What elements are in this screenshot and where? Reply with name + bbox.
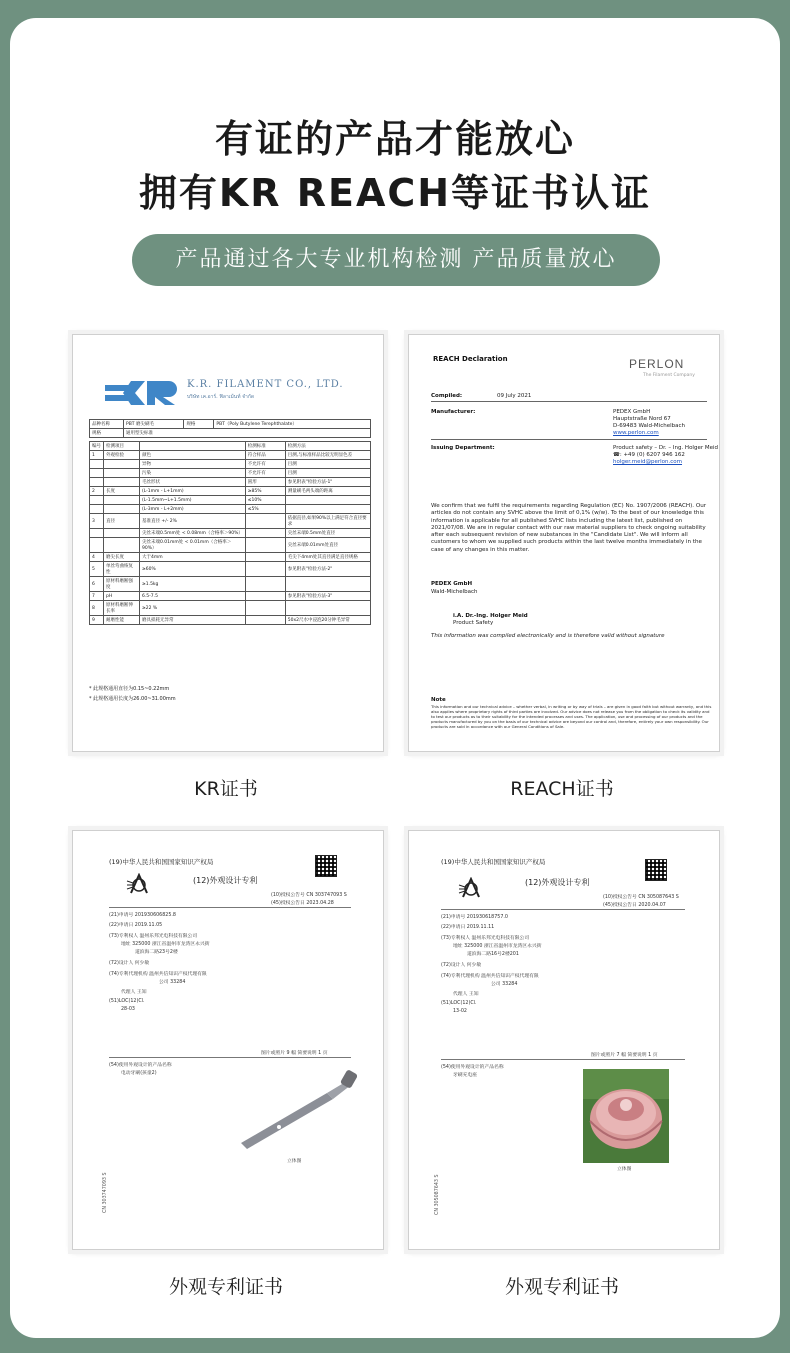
kr-table-cell: 单丝弯曲恢复性 bbox=[104, 562, 140, 577]
patent-certificate-1 bbox=[72, 830, 384, 1250]
kr-table-cell bbox=[285, 601, 370, 616]
patent1-authority: (19)中华人民共和国国家知识产权局 bbox=[109, 858, 214, 866]
divider bbox=[109, 907, 351, 908]
kr-table-row bbox=[90, 562, 371, 577]
patent1-agency: (74)专利代理机构 温州共信知识产权代理有限 bbox=[109, 972, 207, 977]
kr-table-cell: (L-1mm - L+1mm) bbox=[140, 487, 246, 496]
kr-table-cell bbox=[245, 562, 285, 577]
issuing-line-2: ☎: +49 (0) 6207 946 162 bbox=[613, 452, 685, 458]
kr-table-cell: 测量刷毛两头端的距离 bbox=[285, 487, 370, 496]
patent1-product-label: (54)使用外观设计的产品名称 bbox=[109, 1063, 172, 1068]
kr-spec-table: 品种名称 PBT 磨尖刷毛 规格 PBT（Poly Butylene Terephthalate） 规格 通用型尖标准 bbox=[89, 419, 371, 438]
kr-table-cell bbox=[245, 538, 285, 553]
kr-table-cell: 目测 bbox=[285, 469, 370, 478]
kr-table-cell bbox=[245, 601, 285, 616]
kr-table-cell: 参见附表"检验方法-3" bbox=[285, 592, 370, 601]
patent2-side-number: CN 305087643 S bbox=[435, 1174, 440, 1215]
kr-table-cell: (L-1.5mm~L+1.5mm) bbox=[140, 496, 246, 505]
kr-table-cell bbox=[104, 538, 140, 553]
patent2-type: (12)外观设计专利 bbox=[525, 878, 590, 887]
kr-table-cell: 7 bbox=[90, 592, 104, 601]
patent1-address-1: 地址 325000 浙江省温州市龙湾区永兴街 bbox=[121, 942, 210, 947]
kr-footnote-2: * 此规格通用长度为26.00~31.00mm bbox=[89, 696, 176, 702]
reach-signer-role: Product Safety bbox=[453, 620, 494, 626]
kr-table-cell bbox=[104, 478, 140, 487]
reach-signer: i.A. Dr.-Ing. Holger Meid bbox=[453, 613, 528, 619]
compiled-value: 09 July 2021 bbox=[497, 393, 532, 399]
divider bbox=[109, 1057, 351, 1058]
cnipa-logo-icon bbox=[457, 877, 485, 899]
qr-code-icon bbox=[645, 859, 667, 881]
compiled-label: Compiled: bbox=[431, 393, 463, 399]
kr-table-cell: 尖丝末端0.01mm处直径 bbox=[285, 538, 370, 553]
patent1-app-no: (21)申请号 201930606825.8 bbox=[109, 913, 176, 918]
kr-table-row bbox=[90, 478, 371, 487]
reach-city: Wald-Michelbach bbox=[431, 589, 478, 595]
patent1-side-number: CN 303747093 S bbox=[103, 1172, 108, 1213]
patent1-holder: (73)专利权人 温州乐邦光电科技有限公司 bbox=[109, 934, 198, 939]
caption-patent-1: 外观专利证书 bbox=[168, 1276, 283, 1298]
patent2-view-label: 立体图 bbox=[617, 1167, 632, 1172]
issuing-label: Issuing Department: bbox=[431, 445, 495, 451]
patent2-app-no: (21)申请号 201930618757.0 bbox=[441, 915, 508, 920]
charging-base-photo bbox=[583, 1069, 669, 1163]
kr-table-cell: 磨尖长度 bbox=[104, 553, 140, 562]
patent1-type: (12)外观设计专利 bbox=[193, 876, 258, 885]
kr-table-cell bbox=[285, 505, 370, 514]
reach-note-label: Note bbox=[431, 697, 446, 703]
kr-table-cell: 9 bbox=[90, 616, 104, 625]
kr-table-cell bbox=[90, 505, 104, 514]
perlon-tagline: The Filament Company bbox=[643, 373, 695, 378]
reach-body: We confirm that we fulfil the requirements regarding Regulation (EC) No. 1907/2006 (REACH). Our articles do not contain any SVHC above the limit of 0,1% (w/w). To the best of our knowledge this information is applicable for all published SVHC lists including the latest list, published on 2021/07/08. We are in regular contact with our raw material suppliers to check ongoing suitability after each subsequent revision of new substances in the "Candidate List". We will inform all customers to whom we supplied such products within the last twelve months immediately in the case of any changes in this matter. bbox=[431, 503, 707, 553]
patent1-pub-no: (10)授权公告号 CN 303747093 S bbox=[271, 893, 347, 898]
kr-table-cell bbox=[285, 577, 370, 592]
patent2-pub-no: (10)授权公告号 CN 305087643 S bbox=[603, 895, 679, 900]
reach-company: PEDEX GmbH bbox=[431, 581, 473, 587]
kr-table-cell: 检测项目 bbox=[104, 442, 140, 451]
patent2-agent: 代理人 王知 bbox=[453, 992, 479, 997]
kr-table-cell: 大于4mm bbox=[140, 553, 246, 562]
kr-table-cell bbox=[90, 460, 104, 469]
patent1-view-label: 立体图 bbox=[287, 1159, 302, 1164]
divider bbox=[431, 439, 707, 440]
kr-table-cell: 圆形 bbox=[245, 478, 285, 487]
kr-table-cell: ≤10% bbox=[245, 496, 285, 505]
kr-table-cell: pH bbox=[104, 592, 140, 601]
kr-table-cell: 颜色 bbox=[140, 451, 246, 460]
kr-table-cell: ≥1.5kg bbox=[140, 577, 246, 592]
divider bbox=[431, 401, 707, 402]
kr-table-row bbox=[90, 601, 371, 616]
patent1-pages: 图片或照片 9 幅 简要说明 1 页 bbox=[261, 1051, 328, 1056]
kr-table-cell: ≥60% bbox=[140, 562, 246, 577]
kr-table-cell: 尖丝末端0.01mm处 < 0.01mm（合格率＞90%） bbox=[140, 538, 246, 553]
kr-table-cell bbox=[285, 496, 370, 505]
kr-table-cell: 4 bbox=[90, 553, 104, 562]
reach-note-text: This information and our technical advice – whether verbal, in writing or by way of trials – are given in good faith but without warranty, and this also applies where proprietary rights of third parties are involved. Our advice does not release you from the obligation to check its validity and to test our products as to their suitability for the intended processes and uses. The application, use and processing of our products and the products manufactured by you on the basis of our technical advice are beyond our control and, therefore, entirely your own responsibility. Our products are sold in accordance with our General Conditions of Sale. bbox=[431, 704, 712, 730]
patent1-product: 电动牙刷(孩童2) bbox=[121, 1071, 157, 1076]
patent1-agency-2: 公司 33284 bbox=[159, 980, 186, 985]
patent2-product-label: (54)使用外观设计的产品名称 bbox=[441, 1065, 504, 1070]
patent2-pub-date: (45)授权公告日 2020.04.07 bbox=[603, 903, 666, 908]
kr-table-cell bbox=[245, 553, 285, 562]
kr-table-cell: 不允许有 bbox=[245, 469, 285, 478]
kr-table-cell: 污染 bbox=[140, 469, 246, 478]
subtitle-pill: 产品通过各大专业机构检测 产品质量放心 bbox=[132, 234, 660, 286]
patent2-authority: (19)中华人民共和国国家知识产权局 bbox=[441, 858, 546, 866]
kr-table-cell bbox=[90, 529, 104, 538]
kr-table-cell bbox=[90, 538, 104, 553]
kr-table-row bbox=[90, 514, 371, 529]
patent1-agent: 代理人 王知 bbox=[121, 990, 147, 995]
patent2-app-date: (22)申请日 2019.11.11 bbox=[441, 925, 495, 930]
kr-table-cell: 3 bbox=[90, 514, 104, 529]
kr-table-cell bbox=[245, 616, 285, 625]
kr-table-cell: 尖丝末端0.5mm处 < 0.08mm（合格率＞90%） bbox=[140, 529, 246, 538]
manufacturer-label: Manufacturer: bbox=[431, 409, 476, 415]
kr-table-cell: 5 bbox=[90, 562, 104, 577]
kr-table-cell: 异物 bbox=[140, 460, 246, 469]
electric-toothbrush-drawing bbox=[235, 1069, 357, 1153]
kr-test-table bbox=[89, 441, 371, 625]
kr-table-cell: ≥85% bbox=[245, 487, 285, 496]
caption-kr: KR证书 bbox=[194, 778, 258, 800]
kr-table-row bbox=[90, 505, 371, 514]
kr-table-cell bbox=[245, 577, 285, 592]
kr-table-cell: ≤5% bbox=[245, 505, 285, 514]
kr-table-cell: 检测标准 bbox=[245, 442, 285, 451]
kr-table-cell bbox=[104, 460, 140, 469]
headline-line-1: 有证的产品才能放心 bbox=[214, 117, 575, 161]
kr-table-row bbox=[90, 460, 371, 469]
kr-table-cell: 耐磨性能 bbox=[104, 616, 140, 625]
manufacturer-line-1: PEDEX GmbH bbox=[613, 409, 651, 415]
kr-table-cell: 参见附表"检验方法-2" bbox=[285, 562, 370, 577]
kr-table-cell: 外观检验 bbox=[104, 451, 140, 460]
kr-table-row bbox=[90, 487, 371, 496]
divider bbox=[441, 1059, 685, 1060]
kr-product: PBT 磨尖刷毛 bbox=[124, 420, 184, 429]
kr-company-name: K.R. FILAMENT CO., LTD. bbox=[187, 379, 344, 390]
patent2-product: 牙刷充电座 bbox=[453, 1073, 477, 1078]
kr-table-row bbox=[90, 577, 371, 592]
patent1-loc-2: 28-03 bbox=[121, 1007, 135, 1012]
patent2-holder: (73)专利权人 温州乐邦光电科技有限公司 bbox=[441, 936, 530, 941]
kr-table-cell bbox=[245, 514, 285, 529]
kr-table-cell: (L-3mm - L+2mm) bbox=[140, 505, 246, 514]
kr-table-cell bbox=[90, 496, 104, 505]
kr-table-cell: 原材料磨断伸长率 bbox=[104, 601, 140, 616]
kr-table-cell: 目测,与标准样品比较无明显色差 bbox=[285, 451, 370, 460]
kr-table-row bbox=[90, 442, 371, 451]
patent2-loc: (51)LOC(12)Cl. bbox=[441, 1001, 477, 1006]
kr-table-cell bbox=[140, 442, 246, 451]
kr-table-cell bbox=[90, 469, 104, 478]
manufacturer-line-2: Hauptstraße Nord 67 bbox=[613, 416, 671, 422]
patent2-address-1: 地址 325000 浙江省温州市龙湾区永兴街 bbox=[453, 944, 542, 949]
kr-table-cell bbox=[90, 478, 104, 487]
kr-table-cell: 长度 bbox=[104, 487, 140, 496]
kr-table-row bbox=[90, 592, 371, 601]
kr-table-cell: 基准直径 +/- 2% bbox=[140, 514, 246, 529]
kr-table-cell: 原材料磨断强度 bbox=[104, 577, 140, 592]
manufacturer-line-3: D-69483 Wald-Michelbach bbox=[613, 423, 685, 429]
kr-material: PBT（Poly Butylene Terephthalate） bbox=[214, 420, 371, 429]
qr-code-icon bbox=[315, 855, 337, 877]
kr-table-cell: 6.5-7.5 bbox=[140, 592, 246, 601]
kr-table-cell bbox=[104, 529, 140, 538]
kr-table-row bbox=[90, 451, 371, 460]
patent2-designer: (72)设计人 何少敏 bbox=[441, 963, 482, 968]
kr-table-cell bbox=[245, 592, 285, 601]
kr-table-row bbox=[90, 616, 371, 625]
kr-table-cell bbox=[245, 529, 285, 538]
kr-table-cell: 编号 bbox=[90, 442, 104, 451]
manufacturer-link[interactable]: www.perlon.com bbox=[613, 430, 659, 436]
kr-table-row bbox=[90, 469, 371, 478]
kr-footnote-1: * 此规格通用直径为0.15~0.22mm bbox=[89, 686, 170, 692]
divider bbox=[441, 909, 685, 910]
kr-table-cell: 8 bbox=[90, 601, 104, 616]
kr-table-row bbox=[90, 538, 371, 553]
kr-table-cell: 参见附表"检验方法-1" bbox=[285, 478, 370, 487]
patent1-designer: (72)设计人 何少敏 bbox=[109, 961, 150, 966]
reach-electronic-note: This information was compiled electronically and is therefore valid without signature bbox=[431, 633, 665, 639]
patent2-agency: (74)专利代理机构 温州共信知识产权代理有限 bbox=[441, 974, 539, 979]
caption-patent-2: 外观专利证书 bbox=[504, 1276, 619, 1298]
caption-reach: REACH证书 bbox=[510, 778, 614, 800]
kr-table-cell bbox=[104, 469, 140, 478]
kr-table-cell: 符合样品 bbox=[245, 451, 285, 460]
kr-company-thai: บริษัท เค.อาร์. ฟิลาเม้นท์ จำกัด bbox=[187, 394, 255, 400]
patent1-app-date: (22)申请日 2019.11.05 bbox=[109, 923, 163, 928]
kr-table-cell: 检测方法 bbox=[285, 442, 370, 451]
patent1-pub-date: (45)授权公告日 2023.04.28 bbox=[271, 901, 334, 906]
kr-table-cell bbox=[104, 505, 140, 514]
kr-table-cell bbox=[104, 496, 140, 505]
kr-table-cell: ≥22 % bbox=[140, 601, 246, 616]
issuing-email[interactable]: holger.meid@perlon.com bbox=[613, 459, 683, 465]
patent2-address-2: 道滨海二路16号2楼201 bbox=[467, 952, 519, 957]
kr-table-cell: 毛尖下4mm处其直径满足直径规格 bbox=[285, 553, 370, 562]
kr-table-cell: 6 bbox=[90, 577, 104, 592]
patent1-loc: (51)LOC(12)Cl. bbox=[109, 999, 145, 1004]
patent2-agency-2: 公司 33284 bbox=[491, 982, 518, 987]
kr-table-cell: 直径 bbox=[104, 514, 140, 529]
kr-table-cell: 2 bbox=[90, 487, 104, 496]
patent2-loc-2: 13-02 bbox=[453, 1009, 467, 1014]
kr-table-cell: 目测 bbox=[285, 460, 370, 469]
kr-standard: 通用型尖标准 bbox=[124, 429, 371, 438]
kr-table-cell: 磨具损耗无异常 bbox=[140, 616, 246, 625]
kr-logo-icon bbox=[105, 377, 179, 409]
kr-table-row bbox=[90, 496, 371, 505]
kr-table-cell: 毛丝形状 bbox=[140, 478, 246, 487]
reach-title: REACH Declaration bbox=[433, 355, 508, 363]
perlon-logo: PERLON bbox=[629, 357, 685, 371]
kr-table-row bbox=[90, 553, 371, 562]
patent-certificate-2 bbox=[408, 830, 720, 1250]
patent1-address-2: 道滨海二路23号2楼 bbox=[135, 950, 178, 955]
kr-table-cell: 尖丝末端0.5mm处直径 bbox=[285, 529, 370, 538]
issuing-line-1: Product safety – Dr. – Ing. Holger Meid bbox=[613, 445, 718, 451]
reach-certificate bbox=[408, 334, 720, 752]
kr-table-cell: 依据直径,如果90%以上满足符合直径要求 bbox=[285, 514, 370, 529]
cnipa-logo-icon bbox=[125, 873, 153, 895]
kr-table-cell: 50x2尺水中浸泡20分钟毛异常 bbox=[285, 616, 370, 625]
kr-table-cell: 1 bbox=[90, 451, 104, 460]
kr-table-row bbox=[90, 529, 371, 538]
headline-line-2: 拥有KR REACH等证书认证 bbox=[138, 171, 652, 215]
kr-table-cell: 不允许有 bbox=[245, 460, 285, 469]
kr-certificate bbox=[72, 334, 384, 752]
patent2-pages: 图片或照片 7 幅 简要说明 1 页 bbox=[591, 1053, 658, 1058]
